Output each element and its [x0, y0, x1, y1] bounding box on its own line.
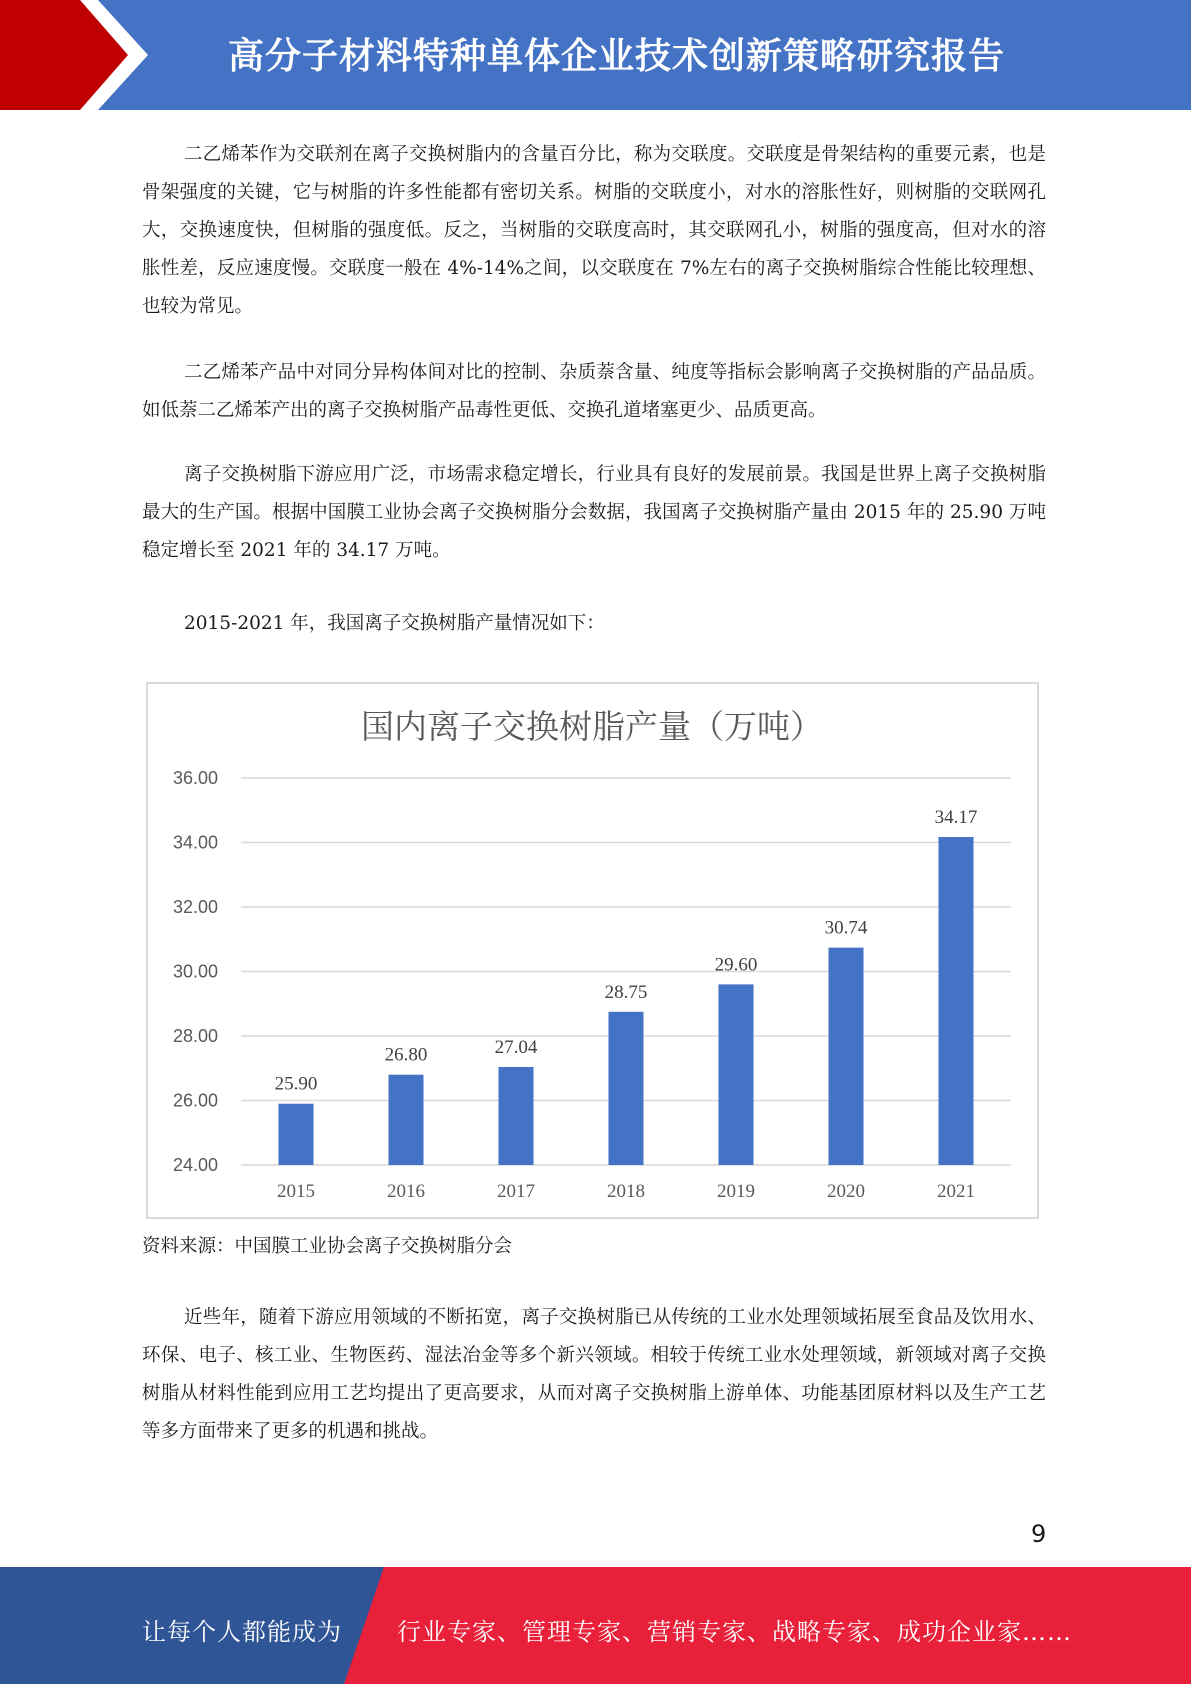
bar	[939, 837, 974, 1165]
paragraph-crosslinking: 二乙烯苯作为交联剂在离子交换树脂内的含量百分比，称为交联度。交联度是骨架结构的重要元素，也是骨架强度的关键，它与树脂的许多性能都有密切关系。树脂的交联度小，对水的溶胀性好，则树脂的交联网孔大，交换速度快，但树脂的强度低。反之，当树脂的交联度高时，其交联网孔小，树脂的强度高，但对水的溶胀性差，反应速度慢。交联度一般在 4%-14%之间，以交联度在 7%左右的离子交换树脂综合性能比较理想、也较为常见。	[142, 144, 1046, 317]
bar	[609, 1012, 644, 1165]
data-label: 29.60	[714, 954, 758, 976]
y-tick-label: 32.00	[172, 897, 218, 917]
paragraph-applications: 近些年，随着下游应用领域的不断拓宽，离子交换树脂已从传统的工业水处理领域拓展至食品及饮用水、环保、电子、核工业、生物医药、湿法冶金等多个新兴领域。相较于传统工业水处理领域，新领域对离子交换树脂从材料性能到应用工艺均提出了更高要求，从而对离子交换树脂上游单体、功能基团原材料以及生产工艺等多方面带来了更多的机遇和挑战。	[142, 1307, 1046, 1442]
report-title: 高分子材料特种单体企业技术创新策略研究报告	[228, 36, 1006, 77]
x-tick-label: 2020	[827, 1181, 865, 1202]
y-tick-label: 28.00	[172, 1026, 218, 1046]
bar	[719, 984, 754, 1165]
x-tick-label: 2016	[387, 1181, 425, 1202]
data-label: 34.17	[934, 807, 978, 829]
data-label: 30.74	[824, 917, 868, 939]
paragraph-chart-intro: 2015-2021 年，我国离子交换树脂产量情况如下：	[184, 613, 605, 634]
paragraph-market-growth: 离子交换树脂下游应用广泛，市场需求稳定增长，行业具有良好的发展前景。我国是世界上离子交换树脂最大的生产国。根据中国膜工业协会离子交换树脂分会数据，我国离子交换树脂产量由 2015 年的 25.90 万吨稳定增长至 2021 年的 34.17 万吨。	[142, 464, 1046, 561]
page-number: 9	[1031, 1520, 1047, 1548]
data-label: 28.75	[604, 981, 648, 1003]
x-tick-label: 2015	[277, 1181, 315, 1202]
y-tick-label: 30.00	[172, 961, 218, 982]
x-tick-label: 2017	[497, 1181, 535, 1202]
x-tick-label: 2019	[717, 1181, 755, 1202]
y-tick-label: 36.00	[172, 768, 218, 788]
header-chevron-graphic	[0, 0, 160, 110]
resin-output-bar-chart	[146, 682, 1039, 1219]
footer-slogan-left: 让每个人都能成为	[142, 1618, 342, 1646]
y-tick-label: 34.00	[172, 832, 218, 853]
y-tick-label: 24.00	[172, 1155, 218, 1175]
x-tick-label: 2018	[607, 1181, 645, 1202]
footer-slogan-right: 行业专家、管理专家、营销专家、战略专家、成功企业家……	[397, 1618, 1072, 1646]
x-tick-label: 2021	[937, 1181, 975, 1202]
data-label: 25.90	[274, 1073, 318, 1095]
bar	[279, 1104, 314, 1165]
bar	[389, 1075, 424, 1165]
data-label: 26.80	[384, 1044, 428, 1066]
data-label: 27.04	[494, 1036, 538, 1058]
bar	[829, 948, 864, 1165]
source-note: 资料来源：中国膜工业协会离子交换树脂分会	[142, 1236, 513, 1257]
bar	[499, 1067, 534, 1165]
chart-title: 国内离子交换树脂产量（万吨）	[361, 708, 823, 745]
y-tick-label: 26.00	[172, 1090, 218, 1111]
header-banner	[0, 0, 1191, 110]
paragraph-product-quality: 二乙烯苯产品中对同分异构体间对比的控制、杂质萘含量、纯度等指标会影响离子交换树脂的产品品质。如低萘二乙烯苯产出的离子交换树脂产品毒性更低、交换孔道堵塞更少、品质更高。	[142, 362, 1046, 421]
